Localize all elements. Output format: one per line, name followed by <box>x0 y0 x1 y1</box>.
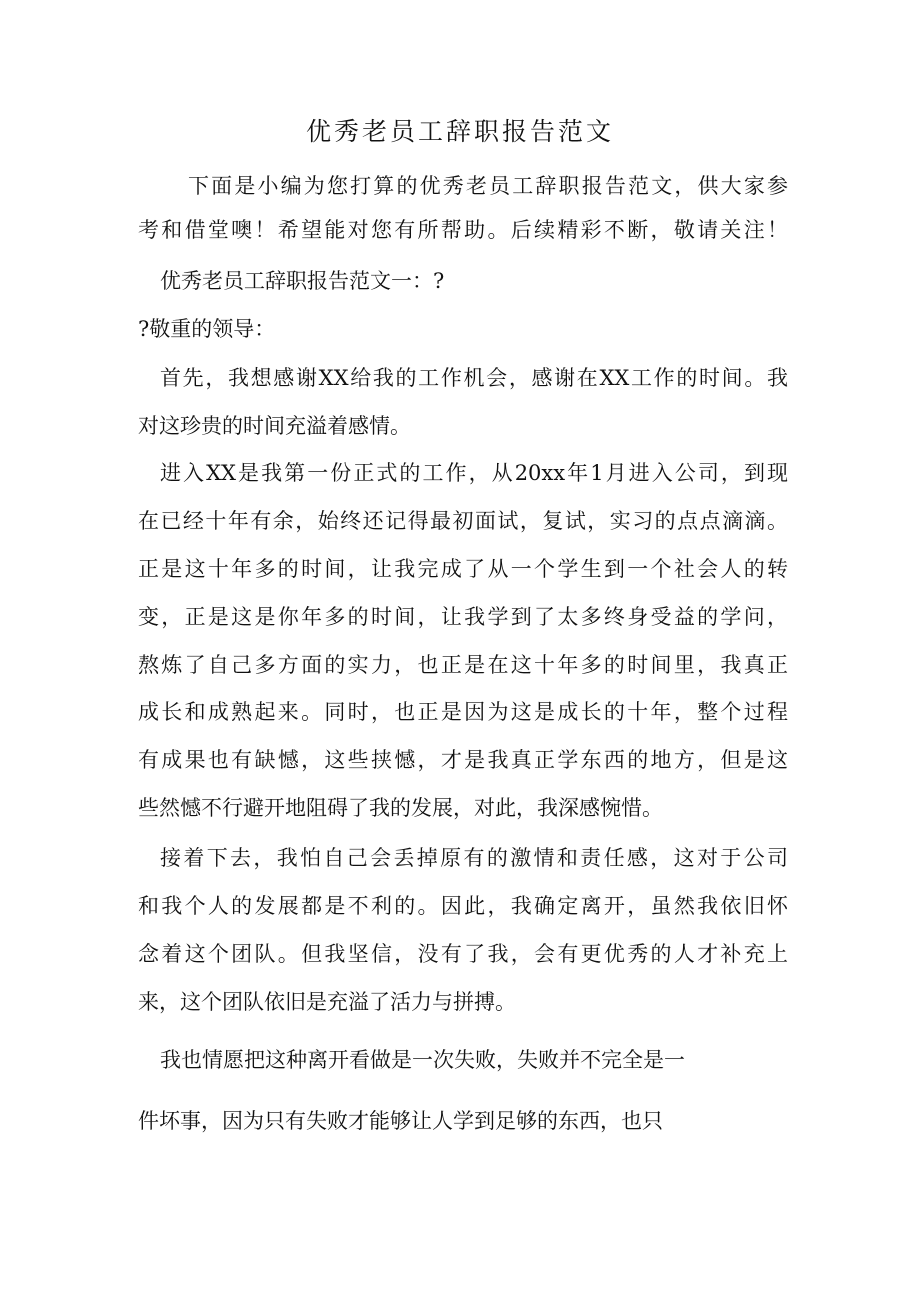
salutation: ?敬重的领导： <box>138 317 276 341</box>
paragraph-1-line-1: 首先，我想感谢XX给我的工作机会，感谢在XX工作的时间。我 <box>160 366 788 390</box>
paragraph-2-line-8: 些然憾不行避开地阻碍了我的发展，对此，我深感惋惜。 <box>138 796 663 820</box>
paragraph-4-line-2: 件坏事，因为只有失败才能够让人学到足够的东西，也只 <box>138 1109 663 1133</box>
paragraph-3-line-4: 来，这个团队依旧是充溢了活力与拼搏。 <box>138 990 516 1014</box>
paragraph-2-line-3: 正是这十年多的时间，让我完成了从一个学生到一个社会人的转 <box>138 557 788 581</box>
paragraph-3-line-3: 念着这个团队。但我坚信，没有了我，会有更优秀的人才补充上 <box>138 942 788 966</box>
paragraph-3-line-1: 接着下去，我怕自己会丢掉原有的激情和责任感，这对于公司 <box>160 846 788 870</box>
paragraph-2-line-4: 变，正是这是你年多的时间，让我学到了太多终身受益的学问， <box>138 605 788 629</box>
intro-line-2: 考和借堂噢！希望能对您有所帮助。后续精彩不断，敬请关注！ <box>138 218 788 242</box>
paragraph-2-line-7: 有成果也有缺憾，这些挟憾，才是我真正学东西的地方，但是这 <box>138 748 788 772</box>
section-heading: 优秀老员工辞职报告范文一：? <box>160 269 445 293</box>
document-title: 优秀老员工辞职报告范文 <box>305 117 614 146</box>
paragraph-4-line-1: 我也情愿把这种离开看做是一次失败，失败并不完全是一 <box>160 1048 685 1072</box>
paragraph-3-line-2: 和我个人的发展都是不利的。因此，我确定离开，虽然我依旧怀 <box>138 894 788 918</box>
paragraph-2-line-5: 熬炼了自己多方面的实力，也正是在这十年多的时间里，我真正 <box>138 653 788 677</box>
paragraph-2-line-6: 成长和成熟起来。同时，也正是因为这是成长的十年，整个过程 <box>138 700 788 724</box>
paragraph-2-line-2: 在已经十年有余，始终还记得最初面试，复试，实习的点点滴滴。 <box>138 509 788 533</box>
paragraph-2-line-1: 进入XX是我第一份正式的工作，从20xx年1月进入公司，到现 <box>160 461 788 485</box>
paragraph-1-line-2: 对这珍贵的时间充溢着感情。 <box>138 414 411 438</box>
intro-line-1: 下面是小编为您打算的优秀老员工辞职报告范文，供大家参 <box>188 174 788 198</box>
